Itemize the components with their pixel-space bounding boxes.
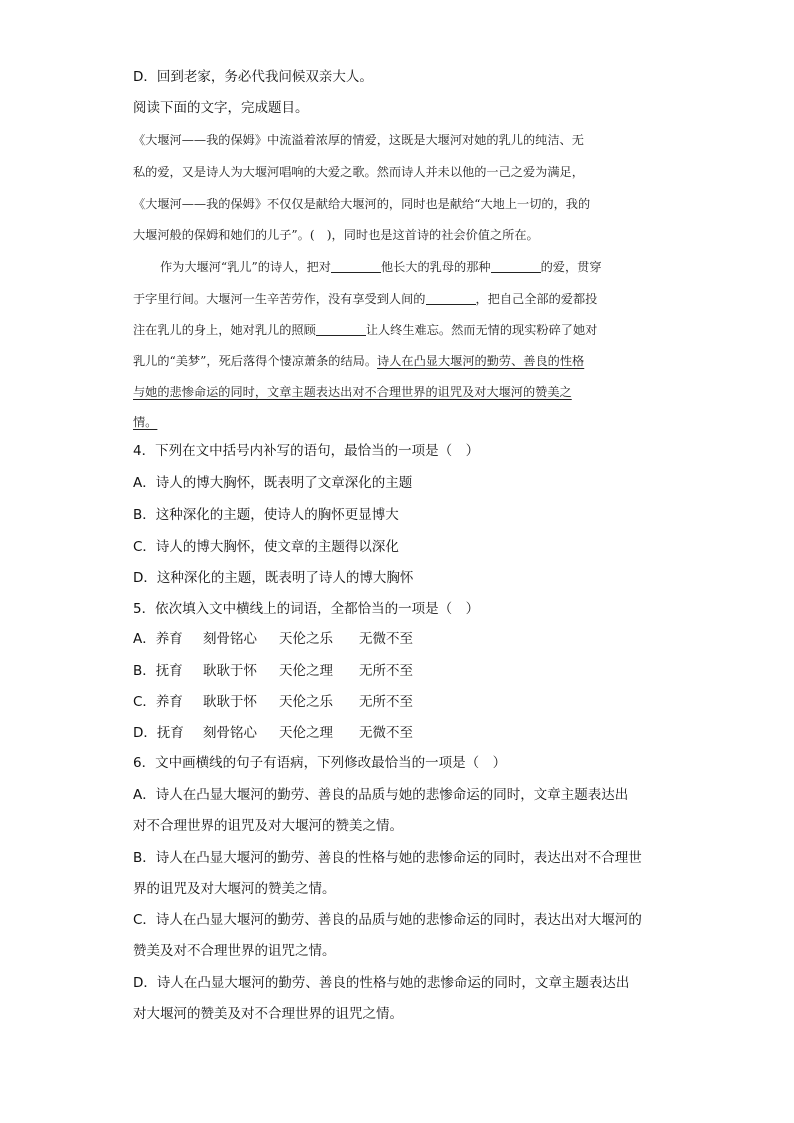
- q4-option-a: A．诗人的博大胸怀，既表明了文章深化的主题: [133, 475, 413, 491]
- fill-blank: [491, 260, 541, 273]
- passage1-line: 《大堰河——我的保姆》中流溢着浓厚的情爱，这既是大堰河对她的乳儿的纯洁、无: [133, 133, 584, 147]
- q4-option-d: D．这种深化的主题，既表明了诗人的博大胸怀: [133, 570, 414, 586]
- question-4-stem: 4．下列在文中括号内补写的语句，最恰当的一项是（ ）: [133, 443, 480, 459]
- fill-blank: [426, 292, 476, 305]
- passage1-line: 《大堰河——我的保姆》不仅仅是献给大堰河的，同时也是献给“大地上一切的，我的: [133, 197, 591, 211]
- q6-option-line: 对不合理世界的诅咒及对大堰河的赞美之情。: [133, 818, 403, 834]
- passage2-line: 作为大堰河“乳儿”的诗人，把对 他长大的乳母的那种 的爱，贯穿: [160, 260, 602, 274]
- q5-option-a: A．养育 刻骨铭心 天伦之乐 无微不至: [133, 631, 413, 647]
- passage2-line: 注在乳儿的身上，她对乳儿的照顾 让人终生难忘。然而无情的现实粉碎了她对: [133, 323, 598, 337]
- q6-option-line: C．诗人在凸显大堰河的勤劳、善良的品质与她的悲惨命运的同时，表达出对大堰河的: [133, 912, 642, 928]
- q6-option-line: D．诗人在凸显大堰河的勤劳、善良的性格与她的悲惨命运的同时，文章主题表达出: [133, 975, 630, 991]
- q4-option-b: B．这种深化的主题，使诗人的胸怀更显博大: [133, 507, 399, 523]
- question-6-stem: 6．文中画横线的句子有语病，下列修改最恰当的一项是（ ）: [133, 755, 507, 771]
- question-5-stem: 5．依次填入文中横线上的词语，全都恰当的一项是（ ）: [133, 601, 480, 617]
- q6-option-line: 赞美及对不合理世界的诅咒之情。: [133, 943, 336, 959]
- q6-option-line: 界的诅咒及对大堰河的赞美之情。: [133, 881, 336, 897]
- underlined-sentence: 诗人在凸显大堰河的勤劳、善良的性格: [377, 354, 585, 368]
- q5-option-d: D．抚育 刻骨铭心 天伦之理 无微不至: [133, 725, 413, 741]
- underlined-sentence: 情。: [133, 415, 158, 429]
- passage1-line: 私的爱，又是诗人为大堰河唱响的大爱之歌。然而诗人并未以他的一己之爱为满足，: [133, 165, 584, 179]
- passage2-line: 乳儿的“美梦”，死后落得个悽凉萧条的结局。诗人在凸显大堰河的勤劳、善良的性格: [133, 354, 585, 368]
- q6-option-line: 对大堰河的赞美及对不合理世界的诅咒之情。: [133, 1006, 403, 1022]
- q5-option-c: C．养育 耿耿于怀 天伦之乐 无所不至: [133, 694, 413, 710]
- fill-blank: [331, 260, 381, 273]
- passage1-line: 大堰河般的保姆和她们的儿子”。( )，同时也是这首诗的社会价值之所在。: [133, 228, 539, 242]
- q6-option-line: B．诗人在凸显大堰河的勤劳、善良的性格与她的悲惨命运的同时，表达出对不合理世: [133, 850, 642, 866]
- q5-option-b: B．抚育 耿耿于怀 天伦之理 无所不至: [133, 663, 413, 679]
- underlined-sentence: 与她的悲惨命运的同时，文章主题表达出对不合理世界的诅咒及对大堰河的赞美之: [133, 385, 572, 399]
- q4-option-c: C．诗人的博大胸怀，使文章的主题得以深化: [133, 539, 399, 555]
- fill-blank: [316, 323, 366, 336]
- passage2-line: 于字里行间。大堰河一生辛苦劳作，没有享受到人间的 ，把自己全部的爱都投: [133, 292, 598, 306]
- reading-instruction: 阅读下面的文字，完成题目。: [133, 100, 309, 116]
- q6-option-line: A．诗人在凸显大堰河的勤劳、善良的品质与她的悲惨命运的同时，文章主题表达出: [133, 787, 629, 803]
- previous-option-d: D．回到老家，务必代我问候双亲大人。: [133, 69, 373, 85]
